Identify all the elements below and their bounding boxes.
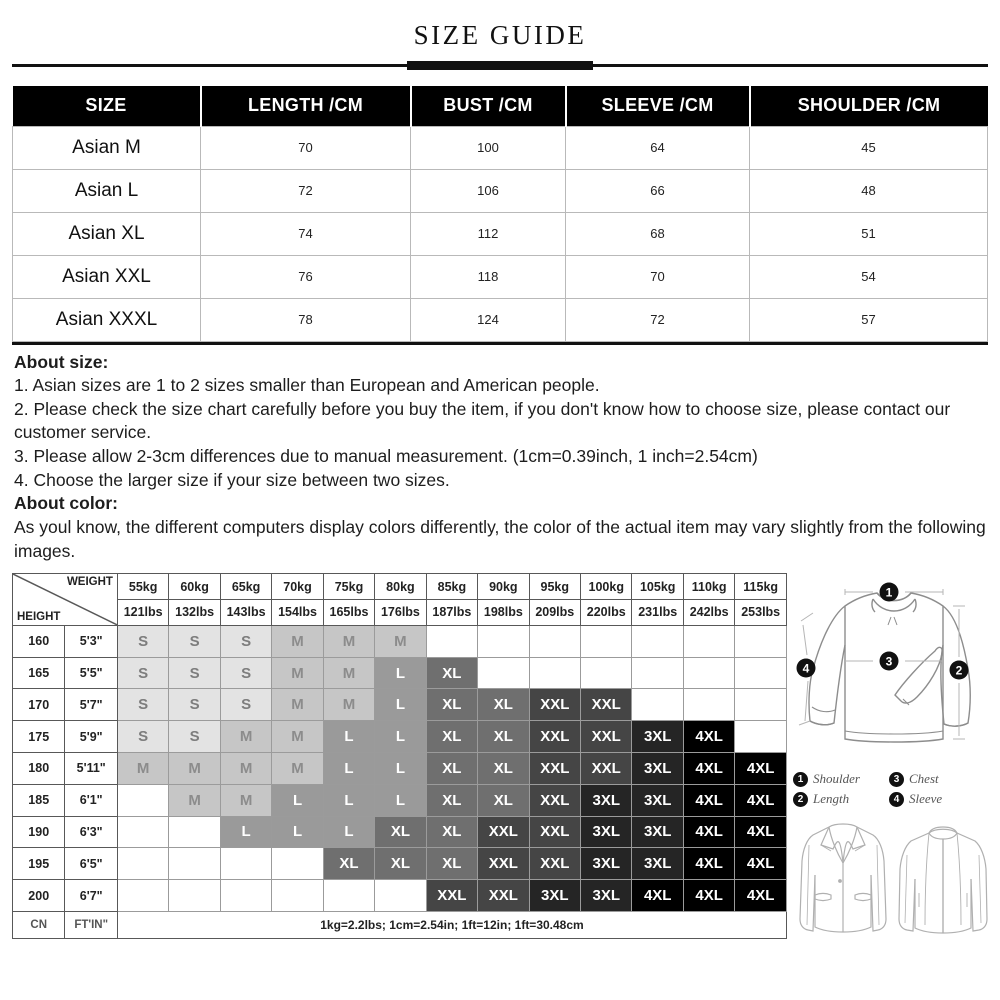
size-table-bottom-rule [12,342,988,345]
matrix-empty-cell [426,625,477,657]
matrix-weight-lbs-header: 143lbs [220,600,271,626]
matrix-empty-cell [220,880,271,912]
matrix-size-cell: XL [478,721,529,753]
matrix-size-cell: XXL [581,753,632,785]
matrix-weight-lbs-header: 198lbs [478,600,529,626]
matrix-weight-kg-header: 70kg [272,574,323,600]
matrix-size-cell: 3XL [581,784,632,816]
matrix-weight-lbs-header: 176lbs [375,600,426,626]
column-header-length: LENGTH /CM [201,86,411,126]
matrix-size-cell: XL [426,657,477,689]
matrix-conversion-note: 1kg=2.2lbs; 1cm=2.54in; 1ft=12in; 1ft=30.48cm [117,911,786,938]
matrix-size-cell: XL [323,848,374,880]
cell-sleeve: 72 [566,298,750,341]
matrix-empty-cell [529,657,580,689]
matrix-size-cell: S [169,721,220,753]
matrix-size-cell: 4XL [683,880,734,912]
matrix-height-ft: 5'5" [65,657,117,689]
matrix-weight-lbs-header: 132lbs [169,600,220,626]
matrix-size-cell: L [220,816,271,848]
cell-sleeve: 68 [566,212,750,255]
matrix-empty-cell [632,625,683,657]
matrix-height-ft: 5'9" [65,721,117,753]
about-size-line-4: 4. Choose the larger size if your size between two sizes. [14,469,450,490]
svg-text:1: 1 [885,585,893,600]
matrix-row [13,816,787,848]
matrix-empty-cell [169,816,220,848]
matrix-size-cell: XL [426,689,477,721]
matrix-height-ft: 6'1" [65,784,117,816]
legend-label-shoulder: Shoulder [813,771,860,787]
matrix-size-cell: XXL [529,784,580,816]
legend-label-sleeve: Sleeve [909,791,943,807]
matrix-size-cell: 4XL [735,816,787,848]
matrix-empty-cell [323,880,374,912]
height-weight-matrix [12,573,787,939]
matrix-weight-kg-header: 60kg [169,574,220,600]
matrix-size-cell: 4XL [735,848,787,880]
matrix-empty-cell [117,816,168,848]
table-row [13,169,988,212]
table-row [13,126,988,169]
matrix-size-cell: M [169,784,220,816]
matrix-size-cell: 4XL [683,848,734,880]
matrix-size-cell: S [220,625,271,657]
matrix-footer-row [13,911,787,938]
column-header-shoulder: SHOULDER /CM [750,86,988,126]
matrix-weight-kg-header: 65kg [220,574,271,600]
matrix-size-cell: M [220,721,271,753]
legend-number-3: 3 [889,772,904,787]
matrix-size-cell: 3XL [581,880,632,912]
matrix-size-cell: M [272,721,323,753]
matrix-size-cell: L [323,816,374,848]
matrix-size-cell: XXL [529,848,580,880]
cell-length: 78 [201,298,411,341]
matrix-size-cell: S [169,689,220,721]
matrix-height-ft: 5'3" [65,625,117,657]
matrix-weight-kg-header: 90kg [478,574,529,600]
about-size-line-1: 1. Asian sizes are 1 to 2 sizes smaller than European and American people. [14,375,600,396]
title-area [0,0,1000,70]
matrix-height-ft: 6'5" [65,848,117,880]
matrix-size-cell: M [323,625,374,657]
matrix-size-cell: 3XL [632,721,683,753]
matrix-empty-cell [478,625,529,657]
matrix-size-cell: 3XL [632,753,683,785]
matrix-weight-kg-header: 85kg [426,574,477,600]
matrix-size-cell: XXL [529,689,580,721]
matrix-size-cell: L [375,753,426,785]
matrix-size-cell: L [375,721,426,753]
matrix-weight-kg-header: 80kg [375,574,426,600]
matrix-size-cell: 4XL [735,753,787,785]
matrix-size-cell: XL [478,753,529,785]
legend-item-chest [889,771,988,787]
matrix-size-cell: XXL [478,848,529,880]
matrix-size-cell: M [272,689,323,721]
matrix-empty-cell [683,625,734,657]
matrix-row [13,880,787,912]
matrix-size-cell: S [117,657,168,689]
about-size-line-3: 3. Please allow 2-3cm differences due to manual measurement. (1cm=0.39inch, 1 inch=2.54cm) [14,446,758,466]
legend-item-sleeve [889,791,988,807]
matrix-size-cell: S [220,657,271,689]
matrix-size-cell: XXL [478,880,529,912]
matrix-empty-cell [169,848,220,880]
marker-2-length [950,661,969,680]
matrix-size-cell: M [169,753,220,785]
matrix-size-cell: M [375,625,426,657]
matrix-size-cell: M [220,784,271,816]
matrix-size-cell: M [272,625,323,657]
about-size-heading: About size: [14,351,109,372]
matrix-weight-label: WEIGHT [66,576,113,589]
matrix-row [13,784,787,816]
matrix-corner-cell [13,574,118,626]
matrix-weight-kg-header: 115kg [735,574,787,600]
cell-bust: 106 [411,169,566,212]
matrix-row [13,625,787,657]
cell-shoulder: 48 [750,169,988,212]
size-table-header-row [13,86,988,126]
matrix-height-ft: 5'7" [65,689,117,721]
cell-length: 74 [201,212,411,255]
cell-shoulder: 51 [750,212,988,255]
matrix-size-cell: M [272,753,323,785]
about-section [14,351,986,564]
legend-item-length [793,791,889,807]
about-color-heading: About color: [14,493,119,514]
matrix-weight-lbs-header: 242lbs [683,600,734,626]
page-title: SIZE GUIDE [413,20,587,50]
matrix-size-cell: 4XL [735,784,787,816]
matrix-size-cell: XXL [529,753,580,785]
matrix-size-cell: XL [426,721,477,753]
about-size-line-2: 2. Please check the size chart carefully before you buy the item, if you don't know how to choose size, please contact our customer service. [14,398,951,443]
matrix-empty-cell [735,657,787,689]
matrix-size-cell: L [323,721,374,753]
cell-size: Asian XXXL [13,298,201,341]
title-divider [12,61,988,70]
matrix-size-cell: S [117,721,168,753]
matrix-size-cell: L [323,753,374,785]
legend-number-1: 1 [793,772,808,787]
matrix-row [13,753,787,785]
illustration-panel [787,573,988,939]
column-header-size: SIZE [13,86,201,126]
matrix-size-cell: XXL [581,721,632,753]
cell-length: 72 [201,169,411,212]
matrix-weight-lbs-header: 121lbs [117,600,168,626]
matrix-height-cm: 165 [13,657,65,689]
long-sleeve-shirt-diagram [793,573,988,769]
cell-bust: 124 [411,298,566,341]
lower-section [12,573,988,939]
matrix-height-ft: 6'7" [65,880,117,912]
jacket-illustrations [793,815,994,939]
zip-jacket-back-illustration [893,815,993,939]
matrix-empty-cell [581,625,632,657]
matrix-size-cell: 3XL [529,880,580,912]
matrix-empty-cell [117,880,168,912]
matrix-height-ft: 6'3" [65,816,117,848]
matrix-empty-cell [272,880,323,912]
matrix-size-cell: S [169,657,220,689]
matrix-empty-cell [220,848,271,880]
cell-shoulder: 57 [750,298,988,341]
matrix-height-cm: 200 [13,880,65,912]
size-table [12,86,988,342]
matrix-weight-kg-header: 100kg [581,574,632,600]
matrix-row [13,689,787,721]
matrix-size-cell: M [323,657,374,689]
matrix-size-cell: XL [426,784,477,816]
matrix-size-cell: XL [426,848,477,880]
matrix-weight-lbs-header: 253lbs [735,600,787,626]
cell-shoulder: 54 [750,255,988,298]
matrix-size-cell: 3XL [632,816,683,848]
matrix-size-cell: XL [375,816,426,848]
matrix-empty-cell [117,784,168,816]
matrix-empty-cell [735,689,787,721]
legend-number-2: 2 [793,792,808,807]
matrix-height-cm: 190 [13,816,65,848]
matrix-size-cell: XL [426,816,477,848]
marker-4-sleeve [797,659,816,678]
matrix-size-cell: L [375,784,426,816]
cell-size: Asian XL [13,212,201,255]
matrix-empty-cell [375,880,426,912]
cell-sleeve: 64 [566,126,750,169]
matrix-weight-kg-header: 110kg [683,574,734,600]
matrix-size-cell: XL [478,689,529,721]
matrix-empty-cell [683,657,734,689]
table-row [13,298,988,341]
matrix-size-cell: 3XL [581,848,632,880]
matrix-empty-cell [632,689,683,721]
matrix-size-cell: M [117,753,168,785]
matrix-size-cell: L [375,689,426,721]
matrix-height-label: HEIGHT [17,610,61,623]
matrix-size-cell: S [220,689,271,721]
matrix-size-cell: M [272,657,323,689]
legend-label-length: Length [813,791,850,807]
table-row [13,212,988,255]
matrix-height-cm: 180 [13,753,65,785]
matrix-size-cell: 3XL [632,784,683,816]
matrix-height-ft: 5'11" [65,753,117,785]
matrix-size-cell: 4XL [735,880,787,912]
matrix-weight-lbs-header: 187lbs [426,600,477,626]
matrix-row [13,848,787,880]
matrix-weight-kg-header: 55kg [117,574,168,600]
matrix-size-cell: S [117,625,168,657]
matrix-size-cell: XXL [581,689,632,721]
matrix-size-cell: L [375,657,426,689]
column-header-sleeve: SLEEVE /CM [566,86,750,126]
matrix-empty-cell [529,625,580,657]
about-color-text: As youl know, the different computers display colors differently, the color of the actual item may vary slightly from the following images. [14,516,986,561]
cell-size: Asian L [13,169,201,212]
matrix-size-cell: XXL [478,816,529,848]
matrix-size-cell: 4XL [683,753,734,785]
table-row [13,255,988,298]
matrix-weight-lbs-header: 154lbs [272,600,323,626]
marker-3-chest [880,652,899,671]
matrix-weight-kg-header: 105kg [632,574,683,600]
matrix-header-row-lbs [13,600,787,626]
cell-bust: 112 [411,212,566,255]
cell-bust: 118 [411,255,566,298]
matrix-footer-cn: CN [13,911,65,938]
matrix-height-cm: 195 [13,848,65,880]
matrix-header-row-kg [13,574,787,600]
matrix-empty-cell [735,625,787,657]
matrix-size-cell: L [323,784,374,816]
matrix-size-cell: 4XL [683,721,734,753]
svg-text:2: 2 [955,663,963,678]
matrix-empty-cell [735,721,787,753]
divider-thick-rule [407,61,593,70]
matrix-row [13,721,787,753]
matrix-size-cell: 3XL [581,816,632,848]
matrix-weight-kg-header: 95kg [529,574,580,600]
matrix-weight-lbs-header: 209lbs [529,600,580,626]
matrix-size-cell: XL [375,848,426,880]
matrix-height-cm: 175 [13,721,65,753]
matrix-size-cell: L [272,816,323,848]
matrix-height-cm: 160 [13,625,65,657]
matrix-empty-cell [272,848,323,880]
column-header-bust: BUST /CM [411,86,566,126]
svg-text:3: 3 [885,654,893,669]
cell-sleeve: 66 [566,169,750,212]
cell-sleeve: 70 [566,255,750,298]
legend-number-4: 4 [889,792,904,807]
matrix-weight-lbs-header: 165lbs [323,600,374,626]
matrix-empty-cell [169,880,220,912]
matrix-size-cell: XXL [529,816,580,848]
matrix-size-cell: XL [426,753,477,785]
matrix-empty-cell [683,689,734,721]
marker-1-shoulder [880,583,899,602]
matrix-size-cell: 4XL [632,880,683,912]
matrix-size-cell: 4XL [683,784,734,816]
matrix-size-cell: L [272,784,323,816]
matrix-row [13,657,787,689]
matrix-height-cm: 185 [13,784,65,816]
matrix-size-cell: XL [478,784,529,816]
matrix-footer-ftin: FT'IN" [65,911,117,938]
cell-size: Asian XXL [13,255,201,298]
matrix-empty-cell [632,657,683,689]
cell-length: 76 [201,255,411,298]
matrix-empty-cell [117,848,168,880]
matrix-weight-lbs-header: 220lbs [581,600,632,626]
blazer-front-illustration [793,815,893,939]
cell-shoulder: 45 [750,126,988,169]
matrix-weight-lbs-header: 231lbs [632,600,683,626]
measurement-legend [793,771,988,807]
cell-bust: 100 [411,126,566,169]
cell-size: Asian M [13,126,201,169]
svg-text:4: 4 [802,661,810,676]
matrix-size-cell: 3XL [632,848,683,880]
matrix-size-cell: M [323,689,374,721]
matrix-height-cm: 170 [13,689,65,721]
matrix-size-cell: S [117,689,168,721]
matrix-size-cell: S [169,625,220,657]
cell-length: 70 [201,126,411,169]
legend-label-chest: Chest [909,771,939,787]
matrix-weight-kg-header: 75kg [323,574,374,600]
matrix-size-cell: 4XL [683,816,734,848]
matrix-size-cell: XXL [426,880,477,912]
matrix-empty-cell [478,657,529,689]
matrix-size-cell: XXL [529,721,580,753]
legend-item-shoulder [793,771,889,787]
matrix-size-cell: M [220,753,271,785]
matrix-empty-cell [581,657,632,689]
